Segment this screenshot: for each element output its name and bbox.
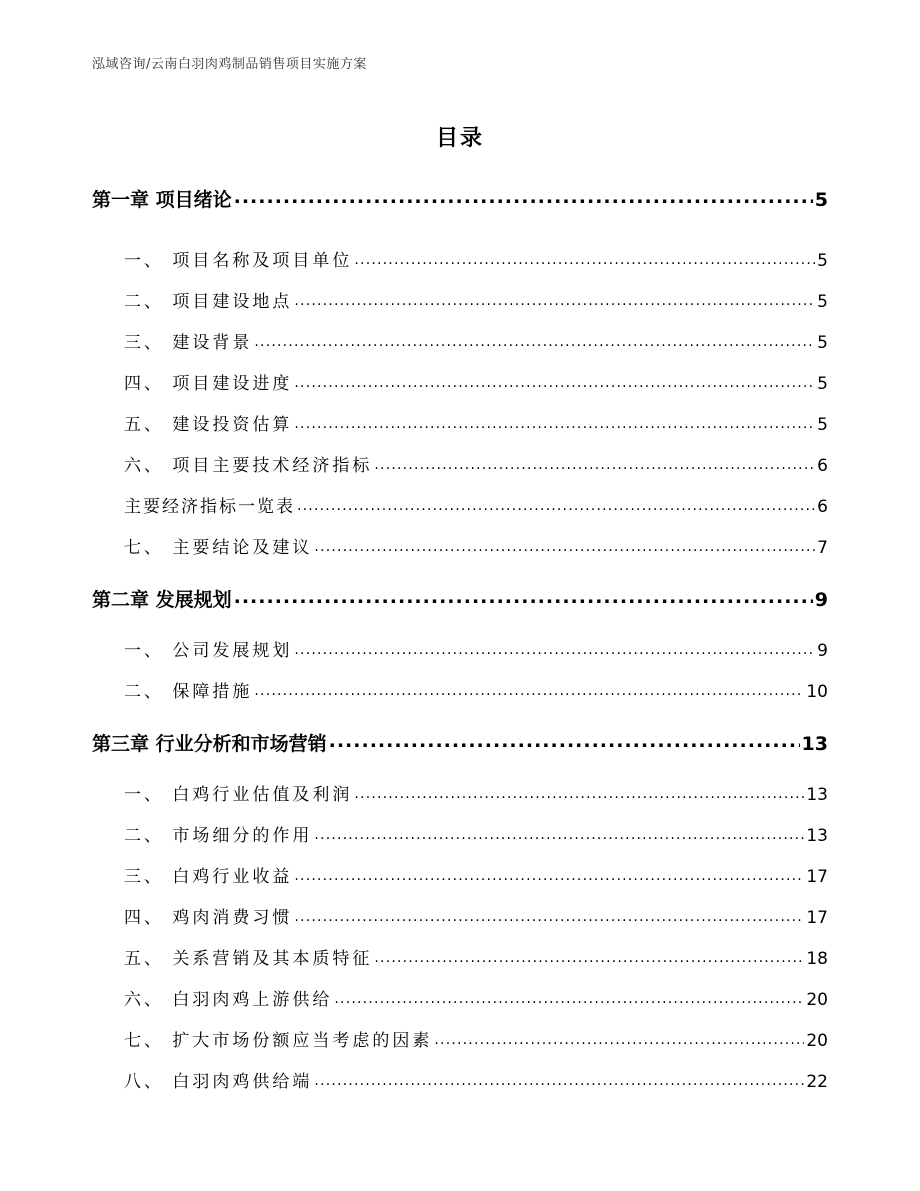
toc-section-1-7[interactable] — [124, 533, 828, 558]
toc-entry-label: 八、 白羽肉鸡供给端 — [124, 1072, 313, 1092]
toc-leader-dots — [254, 331, 815, 348]
toc-leader-dots — [254, 680, 804, 697]
toc-leader-dots — [294, 372, 815, 389]
toc-entry-label: 二、 项目建设地点 — [124, 292, 293, 312]
toc-leader-dots — [297, 495, 815, 512]
toc-entry-page: 5 — [817, 415, 828, 435]
toc-entry-page: 13 — [801, 733, 828, 755]
toc-entry-page: 22 — [806, 1072, 828, 1092]
toc-entry-page: 20 — [806, 990, 828, 1010]
toc-entry-label: 四、 鸡肉消费习惯 — [124, 908, 293, 928]
toc-entry-page: 6 — [817, 456, 828, 476]
toc-section-1-6[interactable] — [124, 451, 828, 476]
toc-entry-label: 二、 保障措施 — [124, 682, 253, 702]
toc-entry-page: 5 — [814, 189, 828, 211]
toc-leader-dots — [434, 1029, 804, 1046]
toc-entry-label: 五、 建设投资估算 — [124, 415, 293, 435]
toc-entry-page: 20 — [806, 1031, 828, 1051]
toc-section-3-2[interactable] — [124, 821, 828, 846]
toc-chapter-3[interactable] — [92, 729, 828, 756]
toc-leader-dots — [314, 536, 815, 553]
toc-title: 目录 — [435, 126, 484, 151]
toc-entry-label: 三、 建设背景 — [124, 333, 253, 353]
toc-leader-dots — [314, 824, 804, 841]
toc-entry-label: 主要经济指标一览表 — [124, 497, 295, 517]
toc-entry-page: 17 — [806, 908, 828, 928]
toc-entry-page: 5 — [817, 333, 828, 353]
toc-leader-dots — [294, 639, 815, 656]
toc-leader-dots — [329, 731, 800, 750]
toc-section-2-1[interactable] — [124, 636, 828, 661]
toc-entry-label: 第二章 发展规划 — [92, 589, 232, 611]
toc-entry-page: 5 — [817, 374, 828, 394]
toc-section-1-1[interactable] — [124, 246, 828, 271]
toc-entry-page: 6 — [817, 497, 828, 517]
toc-entry-label: 一、 公司发展规划 — [124, 641, 293, 661]
toc-entry-label: 一、 白鸡行业估值及利润 — [124, 785, 353, 805]
toc-leader-dots — [294, 865, 804, 882]
toc-entry-label: 第三章 行业分析和市场营销 — [92, 733, 327, 755]
toc-entry-label: 七、 扩大市场份额应当考虑的因素 — [124, 1031, 433, 1051]
toc-section-3-4[interactable] — [124, 903, 828, 928]
toc-section-2-2[interactable] — [124, 677, 828, 702]
toc-section-3-3[interactable] — [124, 862, 828, 887]
toc-leader-dots — [374, 454, 815, 471]
toc-leader-dots — [334, 988, 804, 1005]
toc-leader-dots — [374, 947, 804, 964]
toc-entry-label: 一、 项目名称及项目单位 — [124, 251, 353, 271]
toc-leader-dots — [234, 587, 813, 606]
toc-entry-label: 七、 主要结论及建议 — [124, 538, 313, 558]
toc-entry-page: 17 — [806, 867, 828, 887]
toc-entry-page: 18 — [806, 949, 828, 969]
toc-entry-label: 六、 项目主要技术经济指标 — [124, 456, 373, 476]
toc-entry-label: 二、 市场细分的作用 — [124, 826, 313, 846]
toc-entry-page: 10 — [806, 682, 828, 702]
toc-entry-page: 5 — [817, 251, 828, 271]
toc-section-1-3[interactable] — [124, 328, 828, 353]
toc-leader-dots — [234, 187, 813, 206]
toc-subentry-indicators[interactable] — [124, 492, 828, 517]
toc-leader-dots — [294, 906, 804, 923]
toc-entry-page: 9 — [817, 641, 828, 661]
toc-leader-dots — [294, 413, 815, 430]
toc-entry-label: 四、 项目建设进度 — [124, 374, 293, 394]
toc-section-1-4[interactable] — [124, 369, 828, 394]
toc-section-3-6[interactable] — [124, 985, 828, 1010]
toc-section-3-5[interactable] — [124, 944, 828, 969]
toc-entry-label: 第一章 项目绪论 — [92, 189, 232, 211]
toc-leader-dots — [294, 290, 815, 307]
toc-section-3-8[interactable] — [124, 1067, 828, 1092]
toc-entry-label: 三、 白鸡行业收益 — [124, 867, 293, 887]
toc-leader-dots — [354, 249, 815, 266]
toc-entry-page: 9 — [814, 589, 828, 611]
toc-section-1-5[interactable] — [124, 410, 828, 435]
toc-entry-page: 13 — [806, 826, 828, 846]
toc-leader-dots — [354, 783, 804, 800]
toc-entry-page: 7 — [817, 538, 828, 558]
running-header: 泓域咨询/云南白羽肉鸡制品销售项目实施方案 — [92, 57, 367, 72]
toc-section-1-2[interactable] — [124, 287, 828, 312]
toc-section-3-7[interactable] — [124, 1026, 828, 1051]
toc-entry-page: 5 — [817, 292, 828, 312]
toc-section-3-1[interactable] — [124, 780, 828, 805]
toc-chapter-1[interactable] — [92, 185, 828, 212]
toc-entry-page: 13 — [806, 785, 828, 805]
toc-entry-label: 六、 白羽肉鸡上游供给 — [124, 990, 333, 1010]
toc-chapter-2[interactable] — [92, 585, 828, 612]
toc-entry-label: 五、 关系营销及其本质特征 — [124, 949, 373, 969]
toc-leader-dots — [314, 1070, 804, 1087]
